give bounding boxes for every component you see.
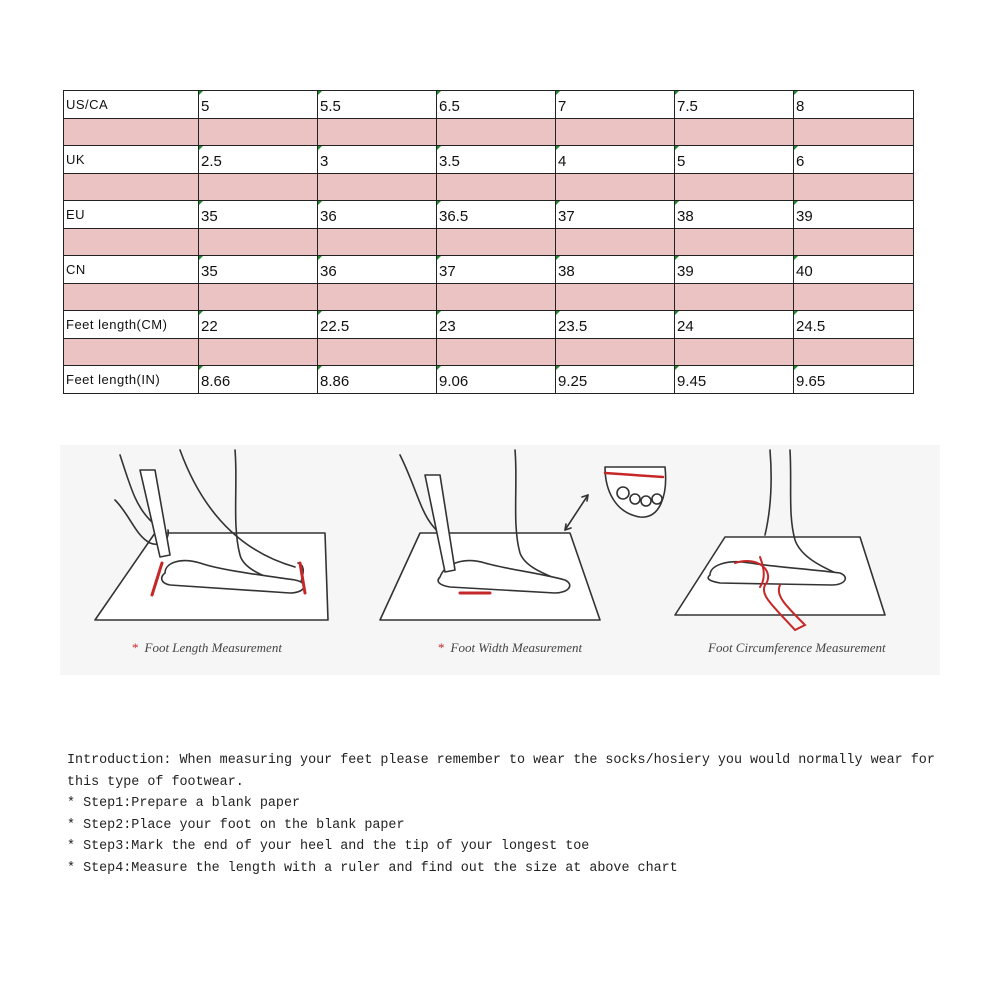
size-cell	[556, 256, 675, 284]
size-row	[64, 311, 914, 339]
stripe-cell	[64, 174, 199, 201]
stripe-cell	[556, 229, 675, 256]
size-cell	[437, 91, 556, 119]
foot-circumference-caption: Foot Circumference Measurement	[708, 640, 886, 655]
size-cell	[794, 256, 914, 284]
size-cell-value: 40	[796, 263, 813, 280]
size-cell	[437, 146, 556, 174]
stripe-cell	[64, 119, 199, 146]
stripe-cell	[794, 339, 914, 366]
size-cell	[794, 366, 914, 394]
size-cell	[556, 146, 675, 174]
stripe-cell	[556, 284, 675, 311]
size-cell-value: 5	[201, 98, 210, 115]
size-cell-value: 7.5	[677, 98, 698, 115]
size-cell-value: 9.06	[439, 373, 469, 390]
stripe-cell	[675, 174, 794, 201]
size-cell	[794, 146, 914, 174]
stripe-cell	[556, 119, 675, 146]
size-cell-value: 9.45	[677, 373, 707, 390]
step-4: * Step4:Measure the length with a ruler and find out the size at above chart	[67, 860, 678, 876]
size-cell-value: 2.5	[201, 153, 222, 170]
size-cell	[318, 366, 437, 394]
size-cell-value: 22	[201, 318, 218, 335]
size-cell-value: 36	[320, 263, 337, 280]
stripe-cell	[556, 174, 675, 201]
size-cell-value: 8.66	[201, 373, 231, 390]
size-cell-value: 37	[558, 208, 575, 225]
stripe-cell	[199, 284, 318, 311]
size-cell	[794, 201, 914, 229]
size-cell	[556, 311, 675, 339]
size-cell-value: 6.5	[439, 98, 460, 115]
size-cell	[318, 201, 437, 229]
foot-length-drawing	[95, 450, 328, 620]
size-cell-value: 37	[439, 263, 456, 280]
size-row	[64, 91, 914, 119]
size-row-label: Feet length(CM)	[64, 311, 199, 339]
size-cell-value: 39	[677, 263, 694, 280]
size-cell	[556, 366, 675, 394]
size-cell-value: 22.5	[320, 318, 350, 335]
stripe-cell	[556, 339, 675, 366]
stripe-cell	[675, 339, 794, 366]
size-cell-value: 35	[201, 208, 218, 225]
size-cell	[675, 311, 794, 339]
size-cell	[675, 366, 794, 394]
stripe-cell	[199, 229, 318, 256]
stripe-cell	[675, 284, 794, 311]
foot-measurement-illustrations	[60, 445, 940, 675]
size-cell-value: 8.86	[320, 373, 350, 390]
stripe-cell	[675, 119, 794, 146]
stripe-cell	[199, 174, 318, 201]
stripe-cell	[437, 284, 556, 311]
stripe-cell	[64, 229, 199, 256]
size-cell	[318, 256, 437, 284]
size-row-label: Feet length(IN)	[64, 366, 199, 394]
size-cell	[675, 256, 794, 284]
stripe-cell	[437, 119, 556, 146]
size-cell	[318, 311, 437, 339]
size-cell-value: 4	[558, 153, 567, 170]
size-cell	[437, 256, 556, 284]
stripe-row	[64, 119, 914, 146]
size-cell	[437, 311, 556, 339]
size-cell	[199, 91, 318, 119]
size-cell-value: 24.5	[796, 318, 826, 335]
size-cell	[318, 146, 437, 174]
size-cell-value: 9.25	[558, 373, 588, 390]
size-cell	[199, 201, 318, 229]
stripe-cell	[318, 284, 437, 311]
stripe-cell	[794, 174, 914, 201]
stripe-cell	[794, 119, 914, 146]
foot-circumference-drawing	[675, 450, 885, 615]
foot-width-drawing	[380, 450, 666, 620]
size-cell-value: 8	[796, 98, 805, 115]
size-cell-value: 39	[796, 208, 813, 225]
stripe-cell	[437, 174, 556, 201]
stripe-row	[64, 339, 914, 366]
stripe-cell	[318, 229, 437, 256]
stripe-cell	[318, 174, 437, 201]
size-cell-value: 38	[677, 208, 694, 225]
size-cell-value: 36.5	[439, 208, 469, 225]
size-cell	[794, 91, 914, 119]
stripe-cell	[318, 339, 437, 366]
size-row	[64, 146, 914, 174]
stripe-cell	[794, 284, 914, 311]
step-2: * Step2:Place your foot on the blank paper	[67, 817, 405, 833]
size-cell	[318, 91, 437, 119]
size-cell	[556, 91, 675, 119]
size-cell	[675, 91, 794, 119]
star-icon: *	[132, 640, 139, 655]
size-cell-value: 23.5	[558, 318, 588, 335]
stripe-cell	[794, 229, 914, 256]
size-cell	[437, 366, 556, 394]
size-cell	[675, 201, 794, 229]
size-row	[64, 201, 914, 229]
stripe-cell	[199, 119, 318, 146]
size-cell	[675, 146, 794, 174]
size-row-label: UK	[64, 146, 199, 174]
size-cell-value: 35	[201, 263, 218, 280]
size-row-label: EU	[64, 201, 199, 229]
stripe-cell	[64, 284, 199, 311]
size-cell-value: 5	[677, 153, 686, 170]
stripe-cell	[437, 229, 556, 256]
stripe-row	[64, 174, 914, 201]
measuring-instructions	[67, 750, 967, 879]
size-cell	[556, 201, 675, 229]
size-cell-value: 24	[677, 318, 694, 335]
size-cell	[199, 146, 318, 174]
size-cell-value: 36	[320, 208, 337, 225]
size-chart-table	[63, 90, 914, 394]
stripe-cell	[675, 229, 794, 256]
stripe-row	[64, 284, 914, 311]
size-cell-value: 3.5	[439, 153, 460, 170]
size-cell-value: 7	[558, 98, 567, 115]
size-cell-value: 6	[796, 153, 805, 170]
size-cell-value: 3	[320, 153, 329, 170]
step-3: * Step3:Mark the end of your heel and the tip of your longest toe	[67, 839, 590, 854]
size-cell-value: 9.65	[796, 373, 826, 390]
intro-text: Introduction: When measuring your feet please remember to wear the socks/hosiery you would normally wear for this type of footwear.	[67, 753, 943, 790]
size-cell-value: 38	[558, 263, 575, 280]
size-row-label: US/CA	[64, 91, 199, 119]
size-cell	[794, 311, 914, 339]
stripe-row	[64, 229, 914, 256]
foot-width-caption: * Foot Width Measurement	[438, 640, 583, 655]
size-row	[64, 366, 914, 394]
star-icon: *	[438, 640, 445, 655]
size-cell	[199, 311, 318, 339]
size-cell	[199, 366, 318, 394]
size-cell	[199, 256, 318, 284]
stripe-cell	[199, 339, 318, 366]
size-cell-value: 23	[439, 318, 456, 335]
stripe-cell	[64, 339, 199, 366]
step-1: * Step1:Prepare a blank paper	[67, 796, 301, 811]
size-row	[64, 256, 914, 284]
size-cell	[437, 201, 556, 229]
foot-length-caption: * Foot Length Measurement	[132, 640, 282, 655]
size-cell-value: 5.5	[320, 98, 341, 115]
stripe-cell	[437, 339, 556, 366]
stripe-cell	[318, 119, 437, 146]
size-row-label: CN	[64, 256, 199, 284]
